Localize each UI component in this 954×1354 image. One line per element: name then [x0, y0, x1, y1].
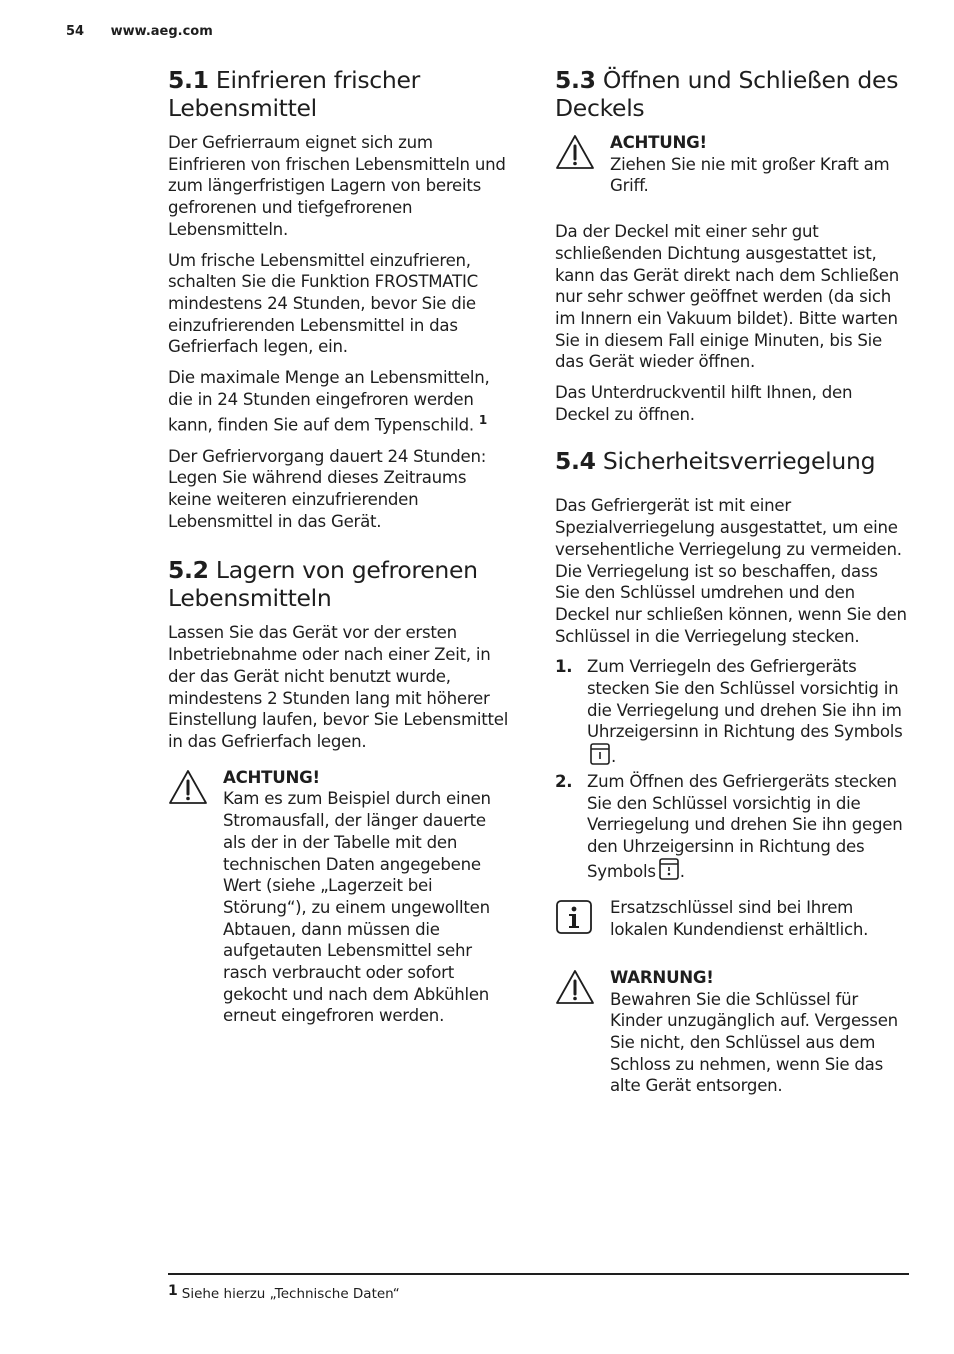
- info-text: Ersatzschlüssel sind bei Ihrem lokalen Kundendienst erhältlich.: [610, 898, 869, 940]
- page-header: [66, 24, 213, 39]
- warning-text: Ziehen Sie nie mit großer Kraft am Griff.: [610, 154, 890, 196]
- sec51-paragraph-2: Um frische Lebensmittel einzufrieren, schalten Sie die Funktion FROSTMATIC mindestens 24 Stunden, bevor Sie die einzufrierenden Lebensmittel in das Gefrierfach legen, ein.: [168, 250, 478, 357]
- footnote-divider: [168, 1273, 909, 1275]
- sec51-paragraph-3: Die maximale Menge an Lebensmitteln, die in 24 Stunden eingefroren werden kann, finden Sie auf dem Typenschild. $^1$: [168, 368, 490, 435]
- left-column: [168, 66, 513, 1043]
- warning-triangle-icon: [555, 967, 610, 1009]
- sec52-paragraph-1: Lassen Sie das Gerät vor der ersten Inbetriebnahme oder nach einer Zeit, in der das Gerät nicht benutzt wurde, mindestens 2 Stunden lang mit höherer Einstellung laufen, bevor Sie Lebensmittel in das Gefrierfach legen.: [168, 623, 509, 751]
- site-url[interactable]: www.aeg.com: [110, 24, 213, 39]
- warning-triangle-icon: [555, 132, 610, 174]
- lock-closed-icon: [590, 743, 610, 771]
- section-5-3-heading: 5.3 Öffnen und Schließen des Deckels: [555, 66, 899, 122]
- lock-open-icon: [659, 858, 679, 886]
- warning-text: Kam es zum Beispiel durch einen Stromausfall, der länger dauerte als der in der Tabelle mit den technischen Daten angegebene Wert (siehe „Lagerzeit bei Störung“), zu einem ungewollten Abtauen, dann müssen die aufgetauten Lebensmittel sehr rasch verbraucht oder sofort gekocht und nach dem Abkühlen erneut eingefroren werden.: [223, 789, 491, 1026]
- sec53-paragraph-1: Da der Deckel mit einer sehr gut schließenden Dichtung ausgestattet ist, kann das Gerät direkt nach dem Schließen nur sehr schwer geöffnet werden (da sich im Innern ein Vakuum bildet). Bitte warten Sie in diesem Fall einige Minuten, bis Sie das Gerät wieder öffnen.: [555, 222, 900, 372]
- footnote-ref: 1: [478, 413, 488, 428]
- right-column: [555, 66, 907, 1113]
- section-5-2-heading: 5.2 Lagern von gefrorenen Lebensmitteln: [168, 556, 478, 613]
- list-item: 1. Zum Verriegeln des Gefriergeräts stecken Sie den Schlüssel vorsichtig in die Verriegelung und drehen Sie ihn im Uhrzeigersinn in Richtung des Symbols.: [555, 656, 907, 771]
- sec52-warning: [168, 767, 513, 1027]
- warning-triangle-icon: [168, 767, 223, 809]
- sec54-paragraph-1: Das Gefriergerät ist mit einer Spezialverriegelung ausgestattet, um eine versehentliche Verriegelung zu vermeiden. Die Verriegelung ist so beschaffen, dass Sie den Schlüssel umdrehen und den Deckel nur schließen können, wenn Sie den Schlüssel in die Verriegelung stecken.: [555, 496, 907, 646]
- sec54-warning: [555, 967, 907, 1097]
- footnote: 1 Siehe hierzu „Technische Daten“: [168, 1283, 400, 1302]
- sec51-paragraph-1: Der Gefrierraum eignet sich zum Einfrieren von frischen Lebensmitteln und zum längerfristigen Lagern von bereits gefrorenen und tiefgefrorenen Lebensmitteln.: [168, 133, 506, 239]
- lock-steps-list: [555, 656, 907, 885]
- info-icon: [555, 897, 610, 939]
- sec53-warning: [555, 132, 907, 197]
- warning-title: ACHTUNG!: [610, 133, 707, 152]
- section-5-1-heading: 5.1 Einfrieren frischer Lebensmittel: [168, 66, 421, 122]
- warning-title: ACHTUNG!: [223, 767, 320, 787]
- sec54-info: [555, 897, 907, 940]
- warning-title: WARNUNG!: [610, 967, 714, 987]
- warning-text: Bewahren Sie die Schlüssel für Kinder unzugänglich auf. Vergessen Sie nicht, den Schlüssel aus dem Schloss zu nehmen, wenn Sie das alte Gerät entsorgen.: [610, 989, 898, 1096]
- page-number: 54: [66, 24, 85, 39]
- section-5-4-heading: 5.4 Sicherheitsverriegelung: [555, 447, 876, 476]
- sec51-paragraph-4: Der Gefriervorgang dauert 24 Stunden: Legen Sie während dieses Zeitraums keine weiteren einzufrierenden Lebensmittel in das Gerät.: [168, 446, 487, 531]
- list-item: 2. Zum Öffnen des Gefriergeräts stecken Sie den Schlüssel vorsichtig in die Verriegelung und drehen Sie ihn gegen den Uhrzeigersinn in Richtung des Symbols .: [555, 771, 907, 886]
- sec53-paragraph-2: Das Unterdruckventil hilft Ihnen, den Deckel zu öffnen.: [555, 383, 853, 424]
